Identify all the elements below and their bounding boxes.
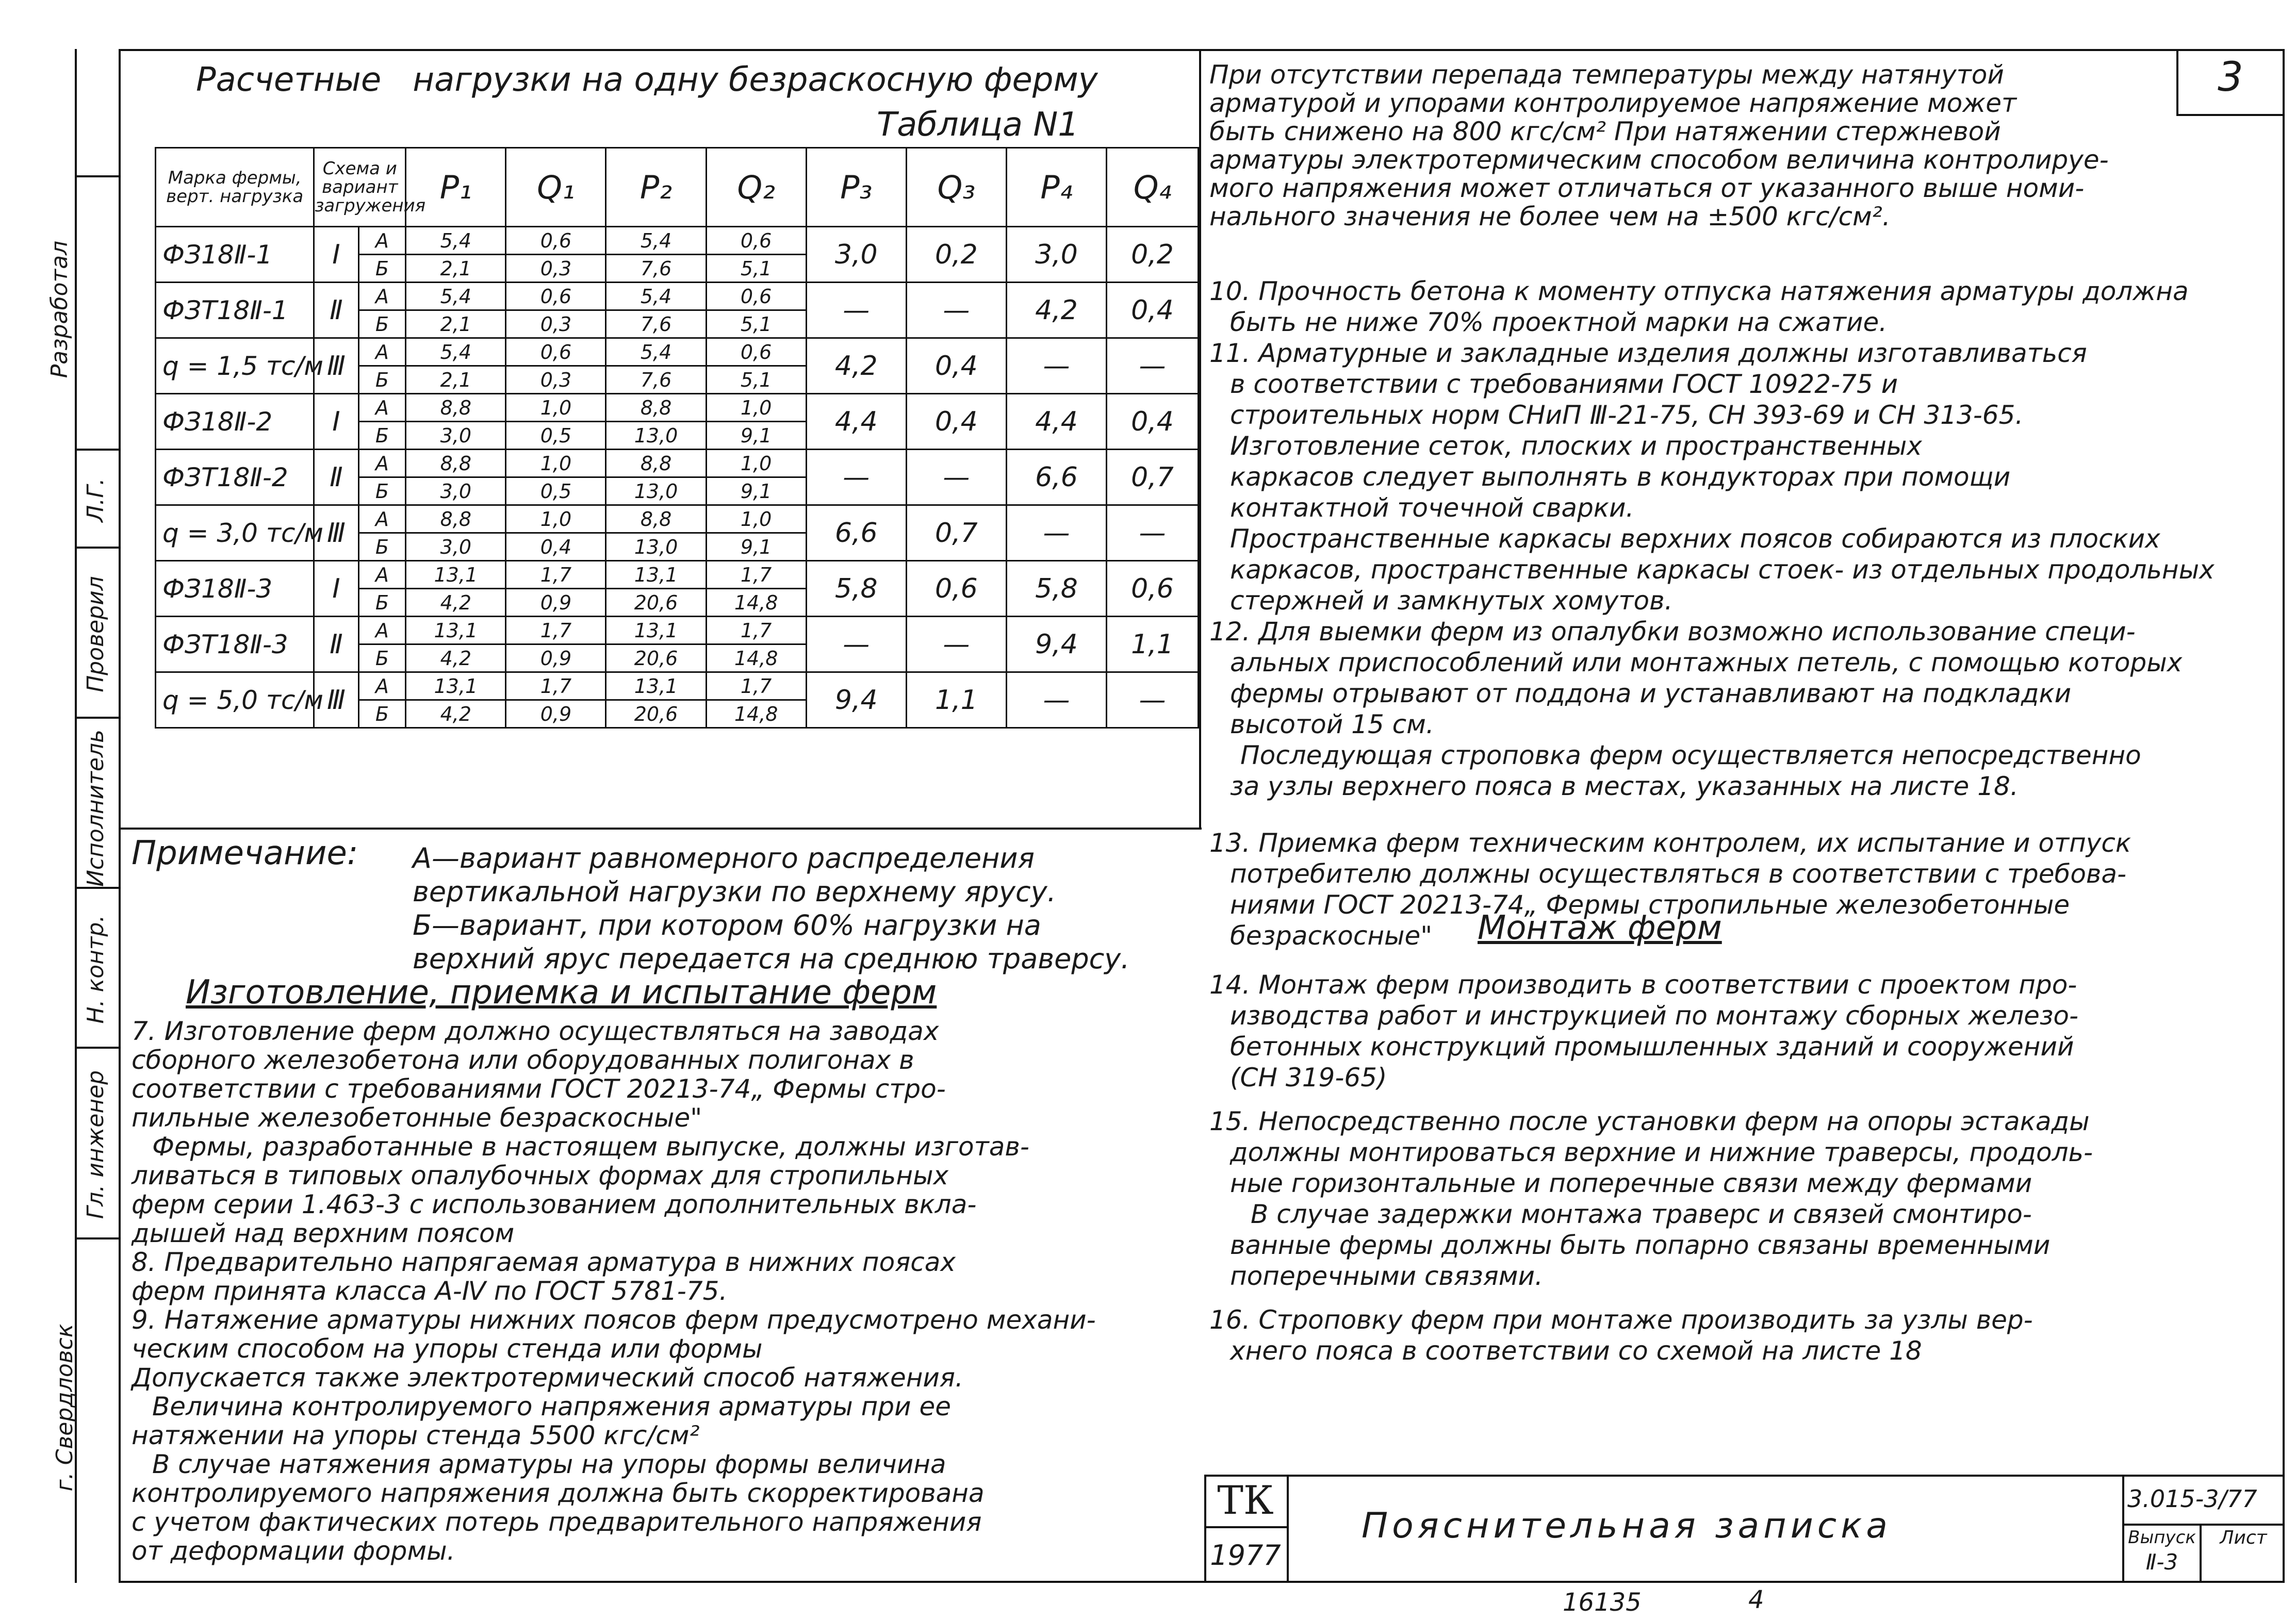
value-cell: 1,0	[706, 450, 806, 477]
value-cell: 0,6	[706, 283, 806, 310]
value-cell: 3,0	[406, 422, 506, 450]
value-cell: 20,6	[606, 589, 706, 617]
table-row	[156, 450, 1199, 477]
value-cell: 5,1	[706, 366, 806, 394]
variant-cell: Б	[358, 422, 406, 450]
value-cell: 1,7	[706, 561, 806, 589]
value-cell: 5,4	[606, 338, 706, 366]
right-line: 10. Прочность бетона к моменту отпуска натяжения арматуры должна	[1209, 276, 2189, 306]
value-cell: 0,4	[506, 533, 606, 561]
scheme-cell: Ⅰ	[314, 227, 358, 283]
footer-number: 16135	[1563, 1588, 1642, 1617]
right-line: альных приспособлений или монтажных петель, с помощью которых	[1230, 648, 2183, 677]
right-line: каркасов следует выполнять в кондукторах при помощи	[1230, 462, 2011, 492]
right-line: Последующая строповка ферм осуществляется непосредственно	[1240, 740, 2141, 770]
left-line: ливаться в типовых опалубочных формах для стропильных	[132, 1161, 949, 1191]
value-cell: 13,1	[606, 672, 706, 700]
value-cell: 8,8	[606, 505, 706, 533]
variant-cell: Б	[358, 477, 406, 505]
value-cell: 4,2	[406, 700, 506, 728]
q4-cell: 1,1	[1107, 617, 1199, 672]
value-cell: 1,0	[706, 394, 806, 422]
variant-cell: А	[358, 283, 406, 310]
stamp-org: ТК	[1217, 1477, 1274, 1523]
right-line: хнего пояса в соответствии со схемой на листе 18	[1230, 1336, 1922, 1366]
right-top-line: мого напряжения может отличаться от указанного выше номи-	[1209, 173, 2085, 203]
left-line: Фермы, разработанные в настоящем выпуске, должны изготав-	[152, 1132, 1029, 1162]
q3-cell: 1,1	[906, 672, 1006, 728]
value-cell: 4,2	[406, 644, 506, 672]
left-line: натяжении на упоры стенда 5500 кгс/см²	[132, 1420, 700, 1450]
q3-cell: —	[906, 283, 1006, 338]
right-line: Пространственные каркасы верхних поясов собираются из плоских	[1230, 524, 2160, 554]
right-line: бетонных конструкций промышленных зданий и сооружений	[1230, 1032, 2074, 1062]
variant-cell: А	[358, 394, 406, 422]
variant-cell: А	[358, 617, 406, 644]
right-line: В случае задержки монтажа траверс и связей смонтиро-	[1251, 1199, 2032, 1229]
value-cell: 0,5	[506, 477, 606, 505]
value-cell: 20,6	[606, 644, 706, 672]
sidebar-label-norm-control: Н. контр.	[83, 915, 109, 1024]
value-cell: 1,7	[706, 672, 806, 700]
mark-cell: ФЗ18Ⅱ-3	[156, 561, 314, 617]
right-section-title: Монтаж ферм	[1478, 909, 1722, 947]
stamp-sheet-label: Лист	[2220, 1527, 2267, 1548]
page-number: 3	[2218, 54, 2243, 101]
left-line: контролируемого напряжения должна быть скорректирована	[132, 1478, 985, 1508]
value-cell: 4,2	[406, 589, 506, 617]
header-q2: Q₂	[706, 148, 806, 227]
table-row	[156, 617, 1199, 644]
value-cell: 9,1	[706, 422, 806, 450]
right-line: строительных норм СНиП Ⅲ-21-75, СН 393-69 и СН 313-65.	[1230, 400, 2024, 430]
left-line: соответствии с требованиями ГОСТ 20213-74„ Фермы стро-	[132, 1074, 946, 1104]
right-line: (СН 319-65)	[1230, 1063, 1387, 1093]
load-cell: q = 5,0 тс/м	[156, 672, 314, 728]
right-line: стержней и замкнутых хомутов.	[1230, 586, 1673, 616]
variant-cell: Б	[358, 533, 406, 561]
table-header-row	[156, 148, 1199, 227]
right-line: контактной точечной сварки.	[1230, 493, 1634, 523]
variant-cell: А	[358, 338, 406, 366]
sidebar-label-developed: Разработал	[46, 240, 73, 378]
stamp-doc-title: Пояснительная записка	[1362, 1506, 1892, 1546]
variant-cell: А	[358, 227, 406, 255]
right-top-line: нального значения не более чем на ±500 кгс/см².	[1209, 202, 1891, 232]
right-line: 11. Арматурные и закладные изделия должны изготавливаться	[1209, 338, 2087, 368]
scheme-cell: Ⅲ	[314, 338, 358, 394]
p4-cell: 6,6	[1006, 450, 1106, 505]
scheme-cell: Ⅰ	[314, 561, 358, 617]
stamp-issue-label: Выпуск	[2128, 1527, 2196, 1548]
value-cell: 3,0	[406, 477, 506, 505]
left-line: от деформации формы.	[132, 1536, 455, 1566]
value-cell: 7,6	[606, 310, 706, 338]
value-cell: 9,1	[706, 477, 806, 505]
right-line: фермы отрывают от поддона и устанавливают на подкладки	[1230, 679, 2072, 708]
right-line: 12. Для выемки ферм из опалубки возможно использование специ-	[1209, 617, 2136, 647]
right-line: ные горизонтальные и поперечные связи между фермами	[1230, 1168, 2032, 1198]
value-cell: 13,0	[606, 533, 706, 561]
p4-cell: 3,0	[1006, 227, 1106, 283]
variant-cell: А	[358, 561, 406, 589]
left-line: 9. Натяжение арматуры нижних поясов ферм предусмотрено механи-	[132, 1305, 1096, 1335]
mark-cell: ФЗТ18Ⅱ-3	[156, 617, 314, 672]
value-cell: 0,6	[506, 227, 606, 255]
right-top-line: арматуры электротермическим способом величина контролируе-	[1209, 145, 2109, 175]
table-bottom-rule	[119, 828, 1202, 830]
note-line: верхний ярус передается на среднюю траверсу.	[413, 943, 1130, 975]
scheme-cell: Ⅱ	[314, 283, 358, 338]
value-cell: 7,6	[606, 255, 706, 283]
left-line: Величина контролируемого напряжения арматуры при ее	[152, 1392, 952, 1421]
center-divider	[1199, 49, 1201, 828]
right-line: Изготовление сеток, плоских и пространственных	[1230, 431, 1922, 461]
right-line: изводства работ и инструкцией по монтажу сборных железо-	[1230, 1001, 2079, 1031]
q4-cell: 0,6	[1107, 561, 1199, 617]
left-line: ферм принята класса А-Ⅳ по ГОСТ 5781-75.	[132, 1276, 728, 1306]
left-line: с учетом фактических потерь предварительного напряжения	[132, 1507, 982, 1537]
sidebar	[0, 0, 119, 1583]
value-cell: 13,1	[606, 561, 706, 589]
p3-cell: —	[806, 283, 906, 338]
value-cell: 8,8	[406, 394, 506, 422]
value-cell: 8,8	[406, 450, 506, 477]
header-q4: Q₄	[1107, 148, 1199, 227]
p3-cell: 3,0	[806, 227, 906, 283]
table-row	[156, 283, 1199, 310]
value-cell: 5,1	[706, 255, 806, 283]
value-cell: 13,0	[606, 422, 706, 450]
scheme-cell: Ⅰ	[314, 394, 358, 450]
value-cell: 8,8	[406, 505, 506, 533]
value-cell: 3,0	[406, 533, 506, 561]
variant-cell: А	[358, 505, 406, 533]
q4-cell: —	[1107, 672, 1199, 728]
value-cell: 8,8	[606, 394, 706, 422]
right-top-line: арматурой и упорами контролируемое напряжение может	[1209, 88, 2017, 118]
p4-cell: 4,2	[1006, 283, 1106, 338]
value-cell: 1,0	[506, 450, 606, 477]
q3-cell: —	[906, 450, 1006, 505]
scheme-cell: Ⅱ	[314, 617, 358, 672]
stamp-issue: Ⅱ-3	[2145, 1549, 2178, 1575]
p3-cell: 5,8	[806, 561, 906, 617]
value-cell: 7,6	[606, 366, 706, 394]
sidebar-label-city: г. Свердловск	[52, 1324, 78, 1492]
q4-cell: 0,4	[1107, 394, 1199, 450]
variant-cell: Б	[358, 644, 406, 672]
value-cell: 0,6	[506, 338, 606, 366]
right-line: 13. Приемка ферм техническим контролем, их испытание и отпуск	[1209, 828, 2131, 858]
stamp-code: 3.015-3/77	[2127, 1485, 2257, 1513]
right-top-line: быть снижено на 800 кгс/см² При натяжении стержневой	[1209, 117, 2001, 146]
p3-cell: 4,2	[806, 338, 906, 394]
value-cell: 13,1	[606, 617, 706, 644]
scheme-cell: Ⅱ	[314, 450, 358, 505]
sidebar-label-performer: Исполнитель	[83, 729, 109, 887]
p4-cell: 5,8	[1006, 561, 1106, 617]
left-line: ферм серии 1.463-3 с использованием дополнительных вкла-	[132, 1189, 977, 1219]
note-label: Примечание:	[132, 834, 358, 872]
p3-cell: 9,4	[806, 672, 906, 728]
left-line: пильные железобетонные безраскосные"	[132, 1103, 702, 1133]
value-cell: 0,3	[506, 366, 606, 394]
value-cell: 1,0	[506, 394, 606, 422]
variant-cell: Б	[358, 310, 406, 338]
variant-cell: Б	[358, 589, 406, 617]
variant-cell: Б	[358, 255, 406, 283]
footer-index: 4	[1748, 1585, 1764, 1614]
value-cell: 20,6	[606, 700, 706, 728]
left-line: 7. Изготовление ферм должно осуществляться на заводах	[132, 1016, 939, 1046]
value-cell: 1,0	[506, 505, 606, 533]
table-row	[156, 394, 1199, 422]
table-title: Расчетные нагрузки на одну безраскосную ферму	[196, 61, 1098, 99]
note-line: Б—вариант, при котором 60% нагрузки на	[413, 909, 1041, 941]
right-line: 15. Непосредственно после установки ферм на опоры эстакады	[1209, 1106, 2090, 1136]
right-line: ниями ГОСТ 20213-74„ Фермы стропильные железобетонные	[1230, 890, 2070, 920]
header-q3: Q₃	[906, 148, 1006, 227]
value-cell: 8,8	[606, 450, 706, 477]
q3-cell: —	[906, 617, 1006, 672]
right-line: быть не ниже 70% проектной марки на сжатие.	[1230, 307, 1888, 337]
q4-cell: —	[1107, 338, 1199, 394]
p3-cell: —	[806, 617, 906, 672]
variant-cell: А	[358, 450, 406, 477]
right-line: потребителю должны осуществляться в соответствии с требова-	[1230, 859, 2127, 889]
sidebar-signature: Л.Г.	[83, 478, 109, 522]
right-line: поперечными связями.	[1230, 1261, 1543, 1291]
value-cell: 1,7	[506, 561, 606, 589]
load-cell: q = 3,0 тс/м	[156, 505, 314, 561]
value-cell: 0,6	[506, 283, 606, 310]
value-cell: 0,3	[506, 255, 606, 283]
value-cell: 0,6	[706, 227, 806, 255]
loads-table	[155, 147, 1199, 729]
table-row	[156, 338, 1199, 366]
value-cell: 1,7	[506, 617, 606, 644]
p4-cell: —	[1006, 505, 1106, 561]
variant-cell: Б	[358, 366, 406, 394]
table-row	[156, 505, 1199, 533]
mark-cell: ФЗ18Ⅱ-2	[156, 394, 314, 450]
left-section-title: Изготовление, приемка и испытание ферм	[186, 973, 937, 1012]
p3-cell: —	[806, 450, 906, 505]
scheme-cell: Ⅲ	[314, 505, 358, 561]
mark-cell: ФЗТ18Ⅱ-2	[156, 450, 314, 505]
left-line: Допускается также электротермический способ натяжения.	[132, 1363, 963, 1393]
header-p3: P₃	[806, 148, 906, 227]
value-cell: 0,3	[506, 310, 606, 338]
value-cell: 0,6	[706, 338, 806, 366]
q3-cell: 0,4	[906, 394, 1006, 450]
q3-cell: 0,6	[906, 561, 1006, 617]
q4-cell: 0,2	[1107, 227, 1199, 283]
p3-cell: 4,4	[806, 394, 906, 450]
value-cell: 13,1	[406, 672, 506, 700]
right-line: высотой 15 см.	[1230, 709, 1434, 739]
value-cell: 1,0	[706, 505, 806, 533]
value-cell: 9,1	[706, 533, 806, 561]
load-cell: q = 1,5 тс/м	[156, 338, 314, 394]
p3-cell: 6,6	[806, 505, 906, 561]
scheme-cell: Ⅲ	[314, 672, 358, 728]
header-q1: Q₁	[506, 148, 606, 227]
value-cell: 1,7	[506, 672, 606, 700]
p4-cell: —	[1006, 672, 1106, 728]
stamp-year: 1977	[1210, 1539, 1281, 1572]
value-cell: 1,7	[706, 617, 806, 644]
note-line: А—вариант равномерного распределения	[413, 842, 1035, 874]
p4-cell: —	[1006, 338, 1106, 394]
right-line: каркасов, пространственные каркасы стоек- из отдельных продольных	[1230, 555, 2215, 585]
q3-cell: 0,2	[906, 227, 1006, 283]
value-cell: 5,4	[406, 227, 506, 255]
q3-cell: 0,7	[906, 505, 1006, 561]
header-p2: P₂	[606, 148, 706, 227]
q4-cell: —	[1107, 505, 1199, 561]
header-p4: P₄	[1006, 148, 1106, 227]
right-line: ванные фермы должны быть попарно связаны временными	[1230, 1230, 2051, 1260]
value-cell: 2,1	[406, 255, 506, 283]
value-cell: 0,9	[506, 644, 606, 672]
left-line: дышей над верхним поясом	[132, 1218, 515, 1248]
table-row	[156, 672, 1199, 700]
value-cell: 0,9	[506, 700, 606, 728]
value-cell: 14,8	[706, 700, 806, 728]
value-cell: 13,1	[406, 561, 506, 589]
p4-cell: 4,4	[1006, 394, 1106, 450]
p4-cell: 9,4	[1006, 617, 1106, 672]
q3-cell: 0,4	[906, 338, 1006, 394]
sidebar-label-chief-engineer: Гл. инженер	[83, 1070, 109, 1219]
header-scheme: Схема и вариант загружения	[314, 148, 406, 227]
variant-cell: А	[358, 672, 406, 700]
variant-cell: Б	[358, 700, 406, 728]
sidebar-label-checked: Проверил	[83, 576, 109, 692]
q4-cell: 0,7	[1107, 450, 1199, 505]
table-row	[156, 561, 1199, 589]
right-line: должны монтироваться верхние и нижние траверсы, продоль-	[1230, 1137, 2093, 1167]
q4-cell: 0,4	[1107, 283, 1199, 338]
value-cell: 5,1	[706, 310, 806, 338]
left-line: сборного железобетона или оборудованных полигонах в	[132, 1045, 914, 1075]
value-cell: 13,1	[406, 617, 506, 644]
value-cell: 5,4	[406, 283, 506, 310]
right-line: безраскосные"	[1230, 921, 1433, 951]
value-cell: 5,4	[606, 227, 706, 255]
left-line: ческим способом на упоры стенда или формы	[132, 1334, 763, 1364]
table-number: Таблица N1	[877, 106, 1079, 144]
header-p1: P₁	[406, 148, 506, 227]
note-line: вертикальной нагрузки по верхнему ярусу.	[413, 875, 1056, 908]
right-line: в соответствии с требованиями ГОСТ 10922-75 и	[1230, 369, 1898, 399]
value-cell: 14,8	[706, 589, 806, 617]
right-top-line: При отсутствии перепада температуры между натянутой	[1209, 60, 2004, 90]
table-row	[156, 227, 1199, 255]
left-line: 8. Предварительно напрягаемая арматура в нижних поясах	[132, 1247, 956, 1277]
value-cell: 14,8	[706, 644, 806, 672]
mark-cell: ФЗ18Ⅱ-1	[156, 227, 314, 283]
value-cell: 0,5	[506, 422, 606, 450]
left-line: В случае натяжения арматуры на упоры формы величина	[152, 1449, 946, 1479]
value-cell: 2,1	[406, 310, 506, 338]
value-cell: 0,9	[506, 589, 606, 617]
right-line: 14. Монтаж ферм производить в соответствии с проектом про-	[1209, 970, 2077, 1000]
value-cell: 5,4	[406, 338, 506, 366]
value-cell: 5,4	[606, 283, 706, 310]
header-mark: Марка фермы, верт. нагрузка	[156, 148, 314, 227]
mark-cell: ФЗТ18Ⅱ-1	[156, 283, 314, 338]
value-cell: 13,0	[606, 477, 706, 505]
right-line: за узлы верхнего пояса в местах, указанных на листе 18.	[1230, 771, 2019, 801]
right-line: 16. Строповку ферм при монтаже производить за узлы вер-	[1209, 1305, 2033, 1335]
value-cell: 2,1	[406, 366, 506, 394]
